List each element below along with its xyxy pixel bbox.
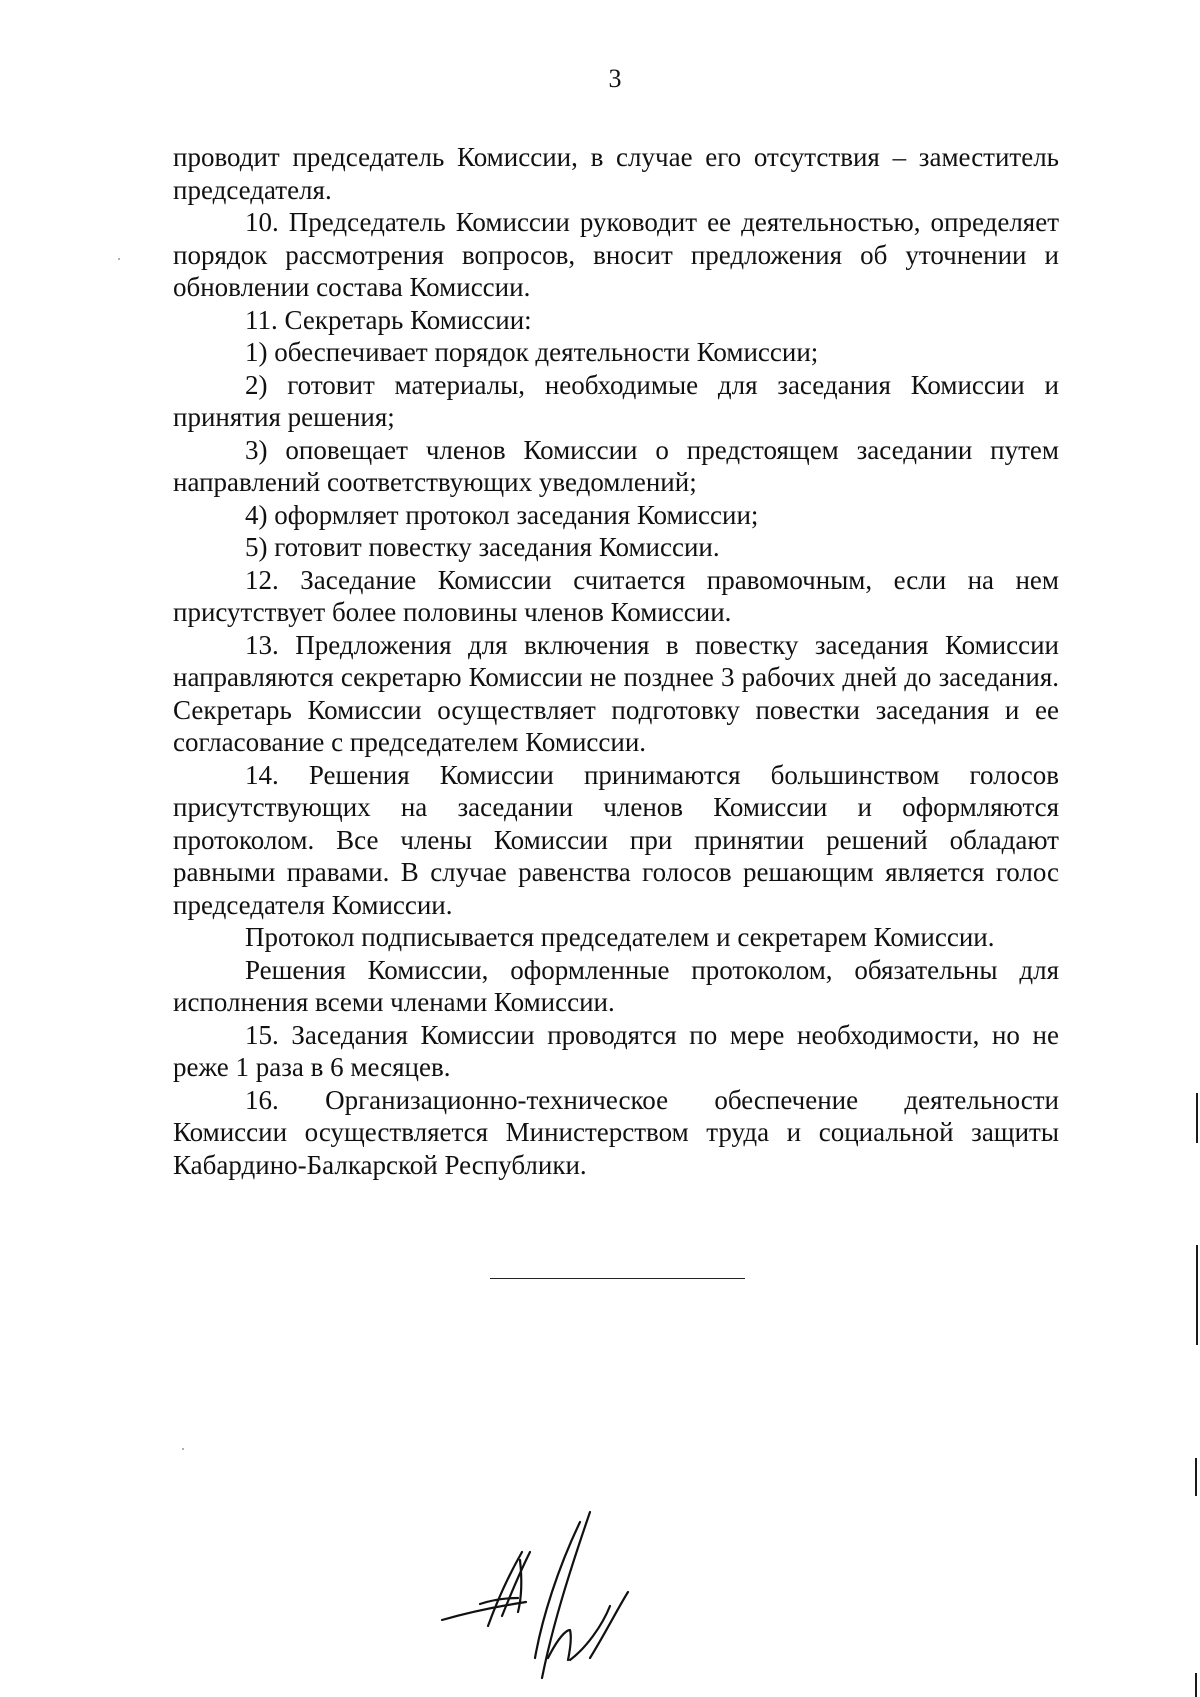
- scan-edge-mark: [1195, 1458, 1197, 1496]
- paragraph-subitem-2: 2) готовит материалы, необходимые для заседания Комиссии и принятия решения;: [173, 369, 1059, 432]
- paragraph-continuation: проводит председатель Комиссии, в случае его отсутствия – заместитель председателя.: [173, 142, 1059, 205]
- paragraph-item-14: 14. Решения Комиссии принимаются большинством голосов присутствующих на заседании членов Комиссии и оформляются протоколом. Все члены Комиссии при принятии решений обладают равными правами. В случае равенства голосов решающим является голос председателя Комиссии.: [173, 759, 1059, 920]
- scan-speck: [182, 1448, 184, 1450]
- document-body: [173, 141, 1059, 1181]
- paragraph-subitem-3: 3) оповещает членов Комиссии о предстоящем заседании путем направлений соответствующих уведомлений;: [173, 434, 1059, 497]
- handwritten-signature: [430, 1508, 660, 1688]
- end-separator-line: [490, 1278, 745, 1279]
- paragraph-subitem-1: 1) обеспечивает порядок деятельности Комиссии;: [245, 337, 819, 367]
- paragraph-subitem-5: 5) готовит повестку заседания Комиссии.: [245, 532, 720, 562]
- scan-edge-mark: [1195, 1673, 1197, 1697]
- scan-edge-mark: [1196, 1093, 1198, 1143]
- paragraph-item-10: 10. Председатель Комиссии руководит ее деятельностью, определяет порядок рассмотрения вопросов, вносит предложения об уточнении и обновлении состава Комиссии.: [173, 207, 1059, 302]
- paragraph-protocol-signing: Протокол подписывается председателем и секретарем Комиссии.: [245, 922, 995, 952]
- scan-speck: [118, 258, 120, 260]
- paragraph-item-15: 15. Заседания Комиссии проводятся по мере необходимости, но не реже 1 раза в 6 месяцев.: [173, 1019, 1059, 1082]
- paragraph-item-12: 12. Заседание Комиссии считается правомочным, если на нем присутствует более половины членов Комиссии.: [173, 564, 1059, 627]
- paragraph-item-16: 16. Организационно-техническое обеспечение деятельности Комиссии осуществляется Министерством труда и социальной защиты Кабардино-Балкарской Республики.: [173, 1084, 1059, 1180]
- paragraph-decisions-binding: Решения Комиссии, оформленные протоколом, обязательны для исполнения всеми членами Комиссии.: [173, 954, 1059, 1017]
- page-number: 3: [608, 64, 622, 93]
- scan-edge-mark: [1196, 1245, 1198, 1345]
- paragraph-subitem-4: 4) оформляет протокол заседания Комиссии;: [245, 499, 759, 530]
- paragraph-item-13: 13. Предложения для включения в повестку заседания Комиссии направляются секретарю Комиссии не позднее 3 рабочих дней до заседания. Секретарь Комиссии осуществляет подготовку повестки заседания и ее согласование с председателем Комиссии.: [173, 629, 1059, 757]
- paragraph-item-11: 11. Секретарь Комиссии:: [245, 304, 532, 335]
